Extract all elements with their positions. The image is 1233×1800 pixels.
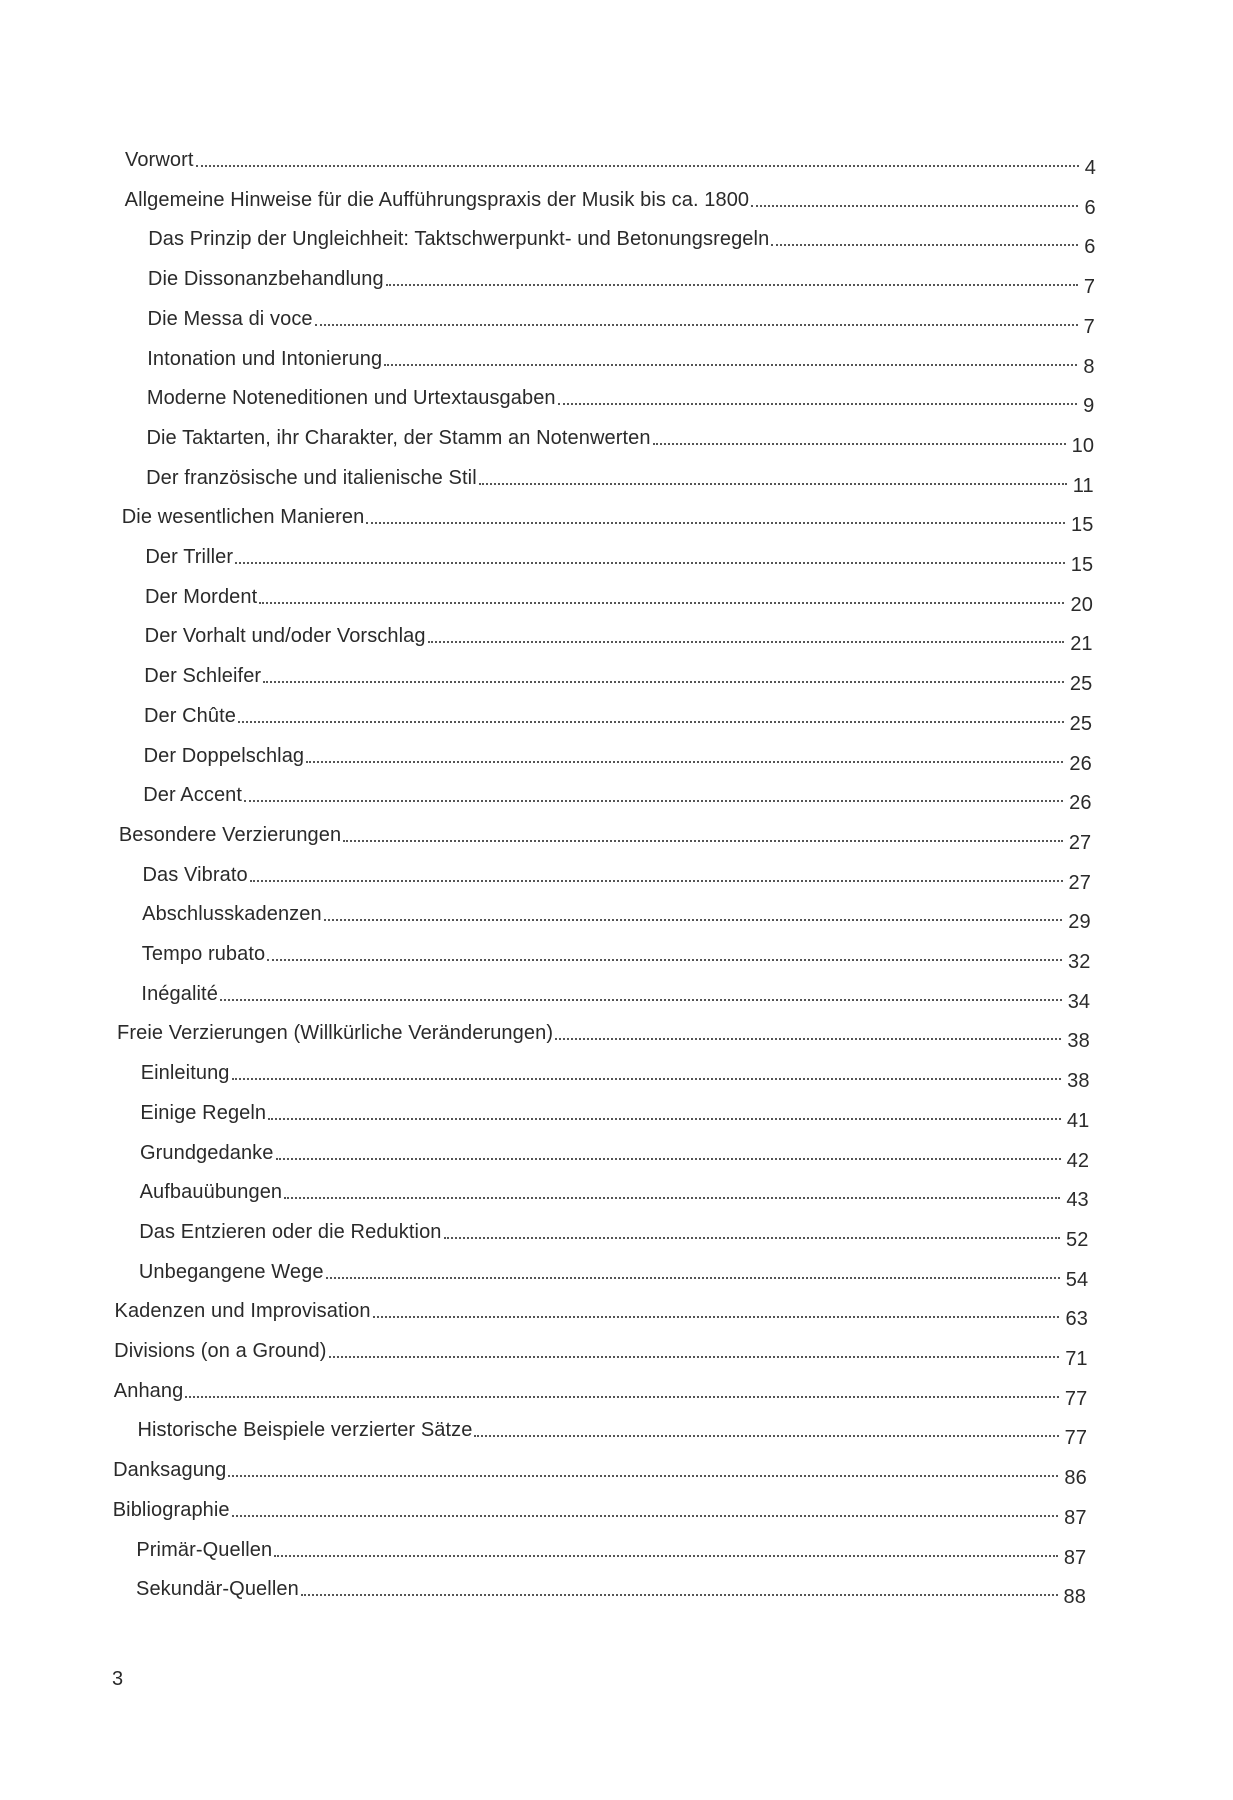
toc-entry bbox=[146, 420, 1095, 457]
toc-entry bbox=[145, 539, 1094, 576]
toc-dot-leader bbox=[324, 919, 1063, 921]
toc-entry-page: 7 bbox=[1083, 276, 1096, 299]
toc-dot-leader bbox=[329, 1356, 1060, 1358]
toc-entry-page: 38 bbox=[1067, 1070, 1090, 1093]
toc-entry-title: Kadenzen und Improvisation bbox=[114, 1300, 371, 1323]
toc-entry-page: 88 bbox=[1063, 1586, 1086, 1609]
toc-dot-leader bbox=[386, 284, 1078, 286]
toc-entry-page: 54 bbox=[1065, 1268, 1089, 1291]
toc-dot-leader bbox=[274, 1555, 1058, 1557]
toc-entry-page: 27 bbox=[1068, 831, 1092, 854]
toc-entry bbox=[147, 341, 1095, 378]
toc-entry bbox=[136, 1571, 1086, 1609]
toc-entry-title: Besondere Verzierungen bbox=[118, 823, 342, 846]
toc-entry-page: 71 bbox=[1065, 1348, 1088, 1370]
toc-entry-page: 26 bbox=[1069, 792, 1092, 815]
toc-entry-page: 41 bbox=[1066, 1109, 1090, 1132]
toc-entry bbox=[139, 1174, 1089, 1212]
toc-entry bbox=[113, 1452, 1087, 1490]
toc-entry-title: Unbegangene Wege bbox=[138, 1260, 324, 1283]
toc-dot-leader bbox=[771, 244, 1078, 246]
toc-dot-leader bbox=[284, 1197, 1060, 1199]
toc-entry-page: 34 bbox=[1067, 990, 1091, 1013]
toc-dot-leader bbox=[326, 1277, 1060, 1279]
toc-entry-page: 6 bbox=[1084, 196, 1096, 219]
toc-entry bbox=[143, 738, 1092, 775]
toc-entry bbox=[138, 1254, 1089, 1291]
toc-entry-title: Der französische und italienische Stil bbox=[146, 466, 477, 489]
toc-entry bbox=[145, 579, 1093, 616]
toc-entry-title: Der Triller bbox=[145, 546, 234, 568]
toc-entry bbox=[113, 1373, 1088, 1410]
toc-entry-title: Anhang bbox=[113, 1379, 184, 1402]
toc-entry bbox=[146, 380, 1095, 418]
toc-entry-title: Der Vorhalt und/oder Vorschlag bbox=[144, 625, 426, 648]
toc-entry-page: 43 bbox=[1066, 1189, 1089, 1212]
toc-entry-title: Tempo rubato bbox=[141, 943, 266, 965]
toc-entry bbox=[140, 1095, 1090, 1132]
toc-entry-page: 38 bbox=[1067, 1030, 1090, 1053]
toc-entry-page: 52 bbox=[1066, 1228, 1089, 1251]
toc-entry-title: Einige Regeln bbox=[140, 1101, 267, 1124]
toc-entry-title: Abschlusskadenzen bbox=[142, 903, 322, 926]
toc-entry bbox=[114, 1293, 1088, 1331]
toc-entry bbox=[140, 1055, 1090, 1093]
toc-entry bbox=[143, 777, 1092, 815]
toc-dot-leader bbox=[267, 959, 1062, 961]
toc-entry-title: Danksagung bbox=[113, 1459, 227, 1482]
toc-entry-title: Die Dissonanzbehandlung bbox=[147, 268, 384, 291]
toc-entry-title: Primär-Quellen bbox=[136, 1538, 273, 1561]
toc-dot-leader bbox=[474, 1435, 1058, 1437]
toc-entry-title: Allgemeine Hinweise für die Aufführungspraxis der Musik bis ca. 1800 bbox=[124, 188, 750, 211]
toc-dot-leader bbox=[428, 641, 1065, 643]
toc-dot-leader bbox=[276, 1158, 1061, 1160]
toc-dot-leader bbox=[244, 800, 1063, 802]
toc-entry-title: Der Schleifer bbox=[144, 665, 262, 688]
toc-entry-title: Der Chûte bbox=[143, 704, 236, 727]
toc-dot-leader bbox=[232, 1515, 1058, 1517]
toc-entry bbox=[112, 1492, 1087, 1529]
toc-entry-title: Inégalité bbox=[141, 982, 218, 1005]
toc-entry bbox=[124, 182, 1096, 219]
toc-entry-page: 77 bbox=[1064, 1387, 1088, 1410]
toc-entry bbox=[139, 1214, 1089, 1251]
toc-entry bbox=[146, 460, 1094, 497]
toc-dot-leader bbox=[343, 840, 1063, 842]
toc-entry-title: Das Prinzip der Ungleichheit: Taktschwerpunkt- und Betonungsregeln bbox=[148, 228, 770, 251]
toc-entry bbox=[136, 1532, 1087, 1569]
toc-entry-title: Historische Beispiele verzierter Sätze bbox=[137, 1419, 473, 1442]
toc-entry-title: Vorwort bbox=[125, 149, 194, 171]
toc-entry bbox=[142, 896, 1091, 934]
toc-dot-leader bbox=[558, 403, 1077, 405]
toc-entry-title: Der Mordent bbox=[145, 585, 258, 608]
toc-entry bbox=[141, 976, 1091, 1013]
page-number: 3 bbox=[112, 1668, 124, 1690]
toc-entry-title: Freie Verzierungen (Willkürliche Veränderungen) bbox=[117, 1022, 554, 1045]
toc-entry-title: Intonation und Intonierung bbox=[147, 347, 383, 370]
toc-entry-title: Das Entzieren oder die Reduktion bbox=[139, 1220, 442, 1243]
toc-entry-title: Die Messa di voce bbox=[147, 307, 313, 330]
toc-entry-title: Einleitung bbox=[140, 1062, 230, 1085]
toc-dot-leader bbox=[751, 205, 1078, 207]
toc-entry-title: Die wesentlichen Manieren bbox=[121, 506, 365, 529]
toc-dot-leader bbox=[250, 880, 1063, 882]
toc-entry-page: 87 bbox=[1064, 1506, 1087, 1529]
toc-entry bbox=[144, 618, 1093, 656]
toc-entry-page: 87 bbox=[1063, 1546, 1087, 1569]
toc-entry bbox=[147, 301, 1095, 338]
toc-entry bbox=[117, 1015, 1090, 1053]
toc-dot-leader bbox=[384, 364, 1077, 366]
toc-dot-leader bbox=[220, 999, 1062, 1001]
toc-dot-leader bbox=[366, 522, 1065, 524]
toc-dot-leader bbox=[259, 602, 1064, 604]
toc-entry bbox=[143, 698, 1093, 735]
toc-dot-leader bbox=[479, 483, 1067, 485]
toc-entry-title: Das Vibrato bbox=[142, 863, 248, 886]
toc-entry-page: 25 bbox=[1069, 712, 1093, 735]
toc-dot-leader bbox=[315, 324, 1078, 326]
toc-entry-page: 32 bbox=[1067, 951, 1091, 973]
toc-entry bbox=[147, 261, 1096, 299]
toc-entry-page: 11 bbox=[1072, 474, 1094, 497]
toc-entry bbox=[118, 817, 1092, 854]
toc-entry bbox=[114, 1333, 1088, 1370]
toc-entry-page: 6 bbox=[1084, 236, 1096, 259]
toc-entry bbox=[121, 499, 1094, 537]
toc-entry-page: 25 bbox=[1069, 673, 1093, 696]
toc-entry-page: 15 bbox=[1071, 514, 1094, 537]
toc-dot-leader bbox=[373, 1316, 1060, 1318]
toc-dot-leader bbox=[235, 562, 1065, 564]
toc-entry-title: Divisions (on a Ground) bbox=[114, 1340, 327, 1362]
toc-entry-page: 7 bbox=[1083, 315, 1095, 338]
toc-dot-leader bbox=[263, 681, 1064, 683]
toc-entry bbox=[142, 857, 1092, 894]
toc-entry-page: 10 bbox=[1071, 434, 1095, 457]
toc-entry-page: 42 bbox=[1066, 1149, 1090, 1172]
toc-entry-title: Moderne Noteneditionen und Urtextausgaben bbox=[146, 387, 556, 410]
toc-entry bbox=[148, 221, 1096, 259]
toc-dot-leader bbox=[196, 165, 1079, 167]
toc-entry-title: Bibliographie bbox=[112, 1498, 230, 1521]
toc-entry-page: 77 bbox=[1064, 1427, 1088, 1450]
toc-entry-title: Die Taktarten, ihr Charakter, der Stamm an Notenwerten bbox=[146, 426, 651, 449]
toc-entry-title: Grundgedanke bbox=[139, 1141, 274, 1164]
toc-entry-page: 63 bbox=[1065, 1308, 1088, 1331]
toc-entry-page: 15 bbox=[1070, 554, 1094, 576]
toc-entry bbox=[141, 936, 1091, 973]
toc-entry-page: 26 bbox=[1069, 752, 1092, 775]
toc-entry-page: 9 bbox=[1083, 395, 1095, 418]
toc-entry-title: Aufbauübungen bbox=[139, 1181, 283, 1204]
toc-entry-title: Der Accent bbox=[143, 784, 243, 807]
toc-dot-leader bbox=[306, 761, 1063, 763]
toc-entry-page: 4 bbox=[1084, 157, 1096, 179]
toc-dot-leader bbox=[232, 1078, 1062, 1080]
toc-entry bbox=[139, 1135, 1090, 1172]
toc-entry bbox=[125, 142, 1096, 179]
toc-dot-leader bbox=[228, 1475, 1058, 1477]
toc-entry bbox=[144, 658, 1093, 696]
toc-entry-title: Sekundär-Quellen bbox=[136, 1578, 299, 1601]
toc-entry-page: 86 bbox=[1064, 1467, 1087, 1490]
toc-entry-title: Der Doppelschlag bbox=[143, 744, 305, 767]
toc-dot-leader bbox=[555, 1038, 1061, 1040]
toc-dot-leader bbox=[185, 1396, 1059, 1398]
toc-entry-page: 29 bbox=[1068, 911, 1091, 934]
toc-dot-leader bbox=[301, 1594, 1058, 1596]
toc-dot-leader bbox=[268, 1118, 1061, 1120]
toc-dot-leader bbox=[238, 721, 1064, 723]
toc-entry-page: 21 bbox=[1070, 633, 1093, 656]
toc-entry-page: 20 bbox=[1070, 593, 1093, 616]
toc-entry-page: 8 bbox=[1083, 355, 1095, 378]
toc-entry-page: 27 bbox=[1068, 871, 1091, 894]
toc-dot-leader bbox=[444, 1237, 1061, 1239]
toc-dot-leader bbox=[653, 443, 1066, 445]
toc-entry bbox=[137, 1412, 1088, 1450]
